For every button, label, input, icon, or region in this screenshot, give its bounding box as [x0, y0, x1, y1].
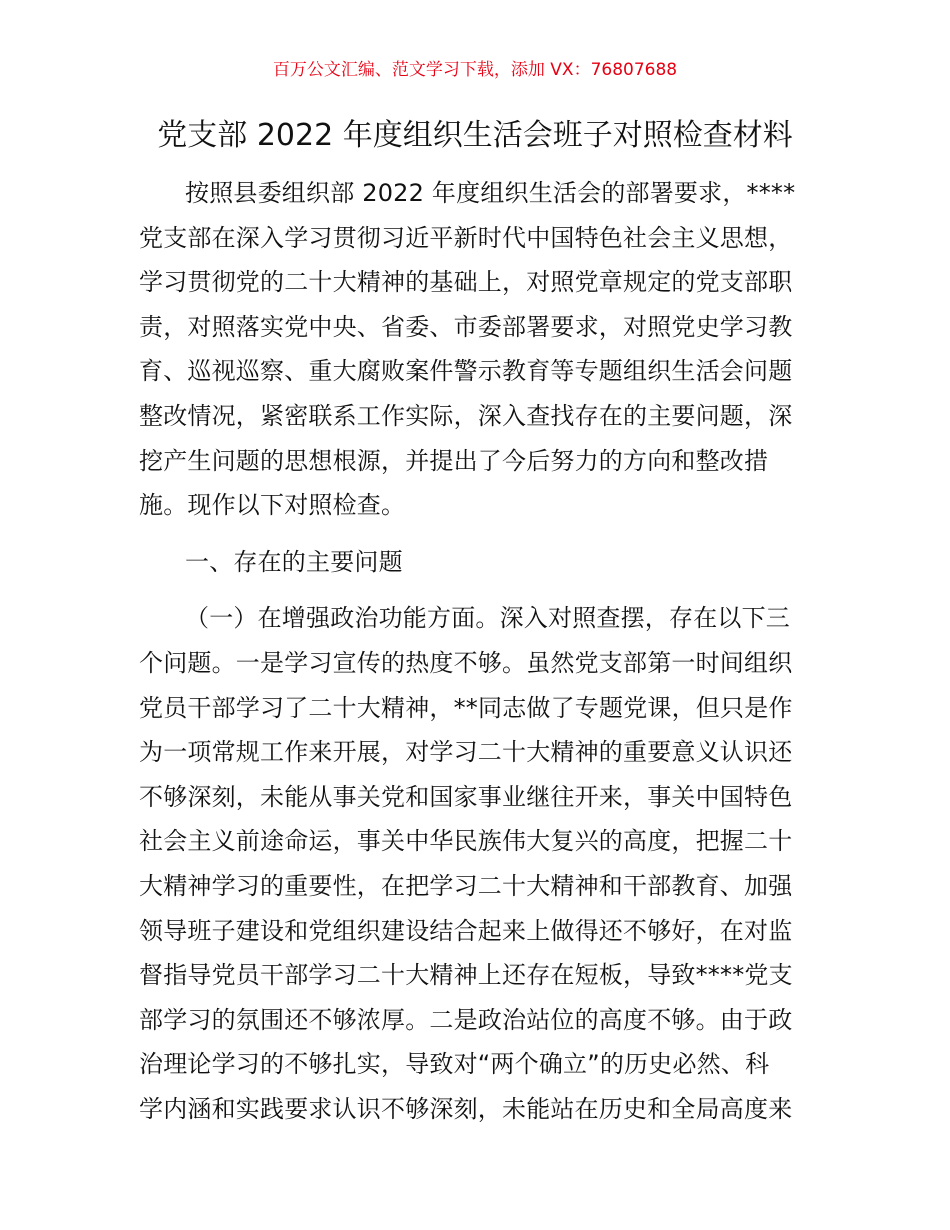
paragraph-line: 责，对照落实党中央、省委、市委部署要求，对照党史学习教 — [139, 312, 793, 341]
intro-paragraph — [139, 171, 829, 528]
section-one-paragraph — [139, 596, 829, 1131]
header-watermark-note: 百万公文汇编、范文学习下载，添加 VX：76807688 — [272, 60, 678, 80]
paragraph-line: 个问题。一是学习宣传的热度不够。虽然党支部第一时间组织 — [139, 648, 793, 677]
paragraph-line: 社会主义前途命运，事关中华民族伟大复兴的高度，把握二十 — [139, 827, 793, 856]
paragraph-line: 不够深刻，未能从事关党和国家事业继往开来，事关中国特色 — [139, 782, 793, 811]
paragraph-line: 挖产生问题的思想根源，并提出了今后努力的方向和整改措 — [139, 446, 769, 475]
paragraph-line: 学内涵和实践要求认识不够深刻，未能站在历史和全局高度来 — [139, 1094, 793, 1123]
paragraph-line: 党支部在深入学习贯彻习近平新时代中国特色社会主义思想， — [139, 223, 793, 252]
paragraph-line: 学习贯彻党的二十大精神的基础上，对照党章规定的党支部职 — [139, 268, 793, 297]
paragraph-line: （一）在增强政治功能方面。深入对照查摆，存在以下三 — [185, 604, 790, 633]
paragraph-line: 治理论学习的不够扎实，导致对“两个确立”的历史必然、科 — [139, 1050, 770, 1079]
paragraph-line: 育、巡视巡察、重大腐败案件警示教育等专题组织生活会问题 — [139, 357, 793, 386]
paragraph-line: 大精神学习的重要性，在把学习二十大精神和干部教育、加强 — [139, 871, 793, 900]
section-heading: 一、存在的主要问题 — [185, 547, 403, 576]
paragraph-line: 为一项常规工作来开展，对学习二十大精神的重要意义认识还 — [139, 738, 793, 767]
paragraph-line: 整改情况，紧密联系工作实际，深入查找存在的主要问题，深 — [139, 401, 793, 430]
paragraph-line: 按照县委组织部 2022 年度组织生活会的部署要求，**** — [185, 179, 796, 207]
paragraph-line: 督指导党员干部学习二十大精神上还存在短板，导致****党支 — [139, 961, 793, 990]
document-title: 党支部 2022 年度组织生活会班子对照检查材料 — [157, 118, 793, 153]
paragraph-line: 施。现作以下对照检查。 — [139, 491, 406, 520]
paragraph-line: 部学习的氛围还不够浓厚。二是政治站位的高度不够。由于政 — [139, 1005, 793, 1034]
paragraph-line: 领导班子建设和党组织建设结合起来上做得还不够好，在对监 — [139, 916, 793, 945]
document-body — [139, 171, 829, 1131]
paragraph-line: 党员干部学习了二十大精神，**同志做了专题党课，但只是作 — [139, 693, 793, 722]
